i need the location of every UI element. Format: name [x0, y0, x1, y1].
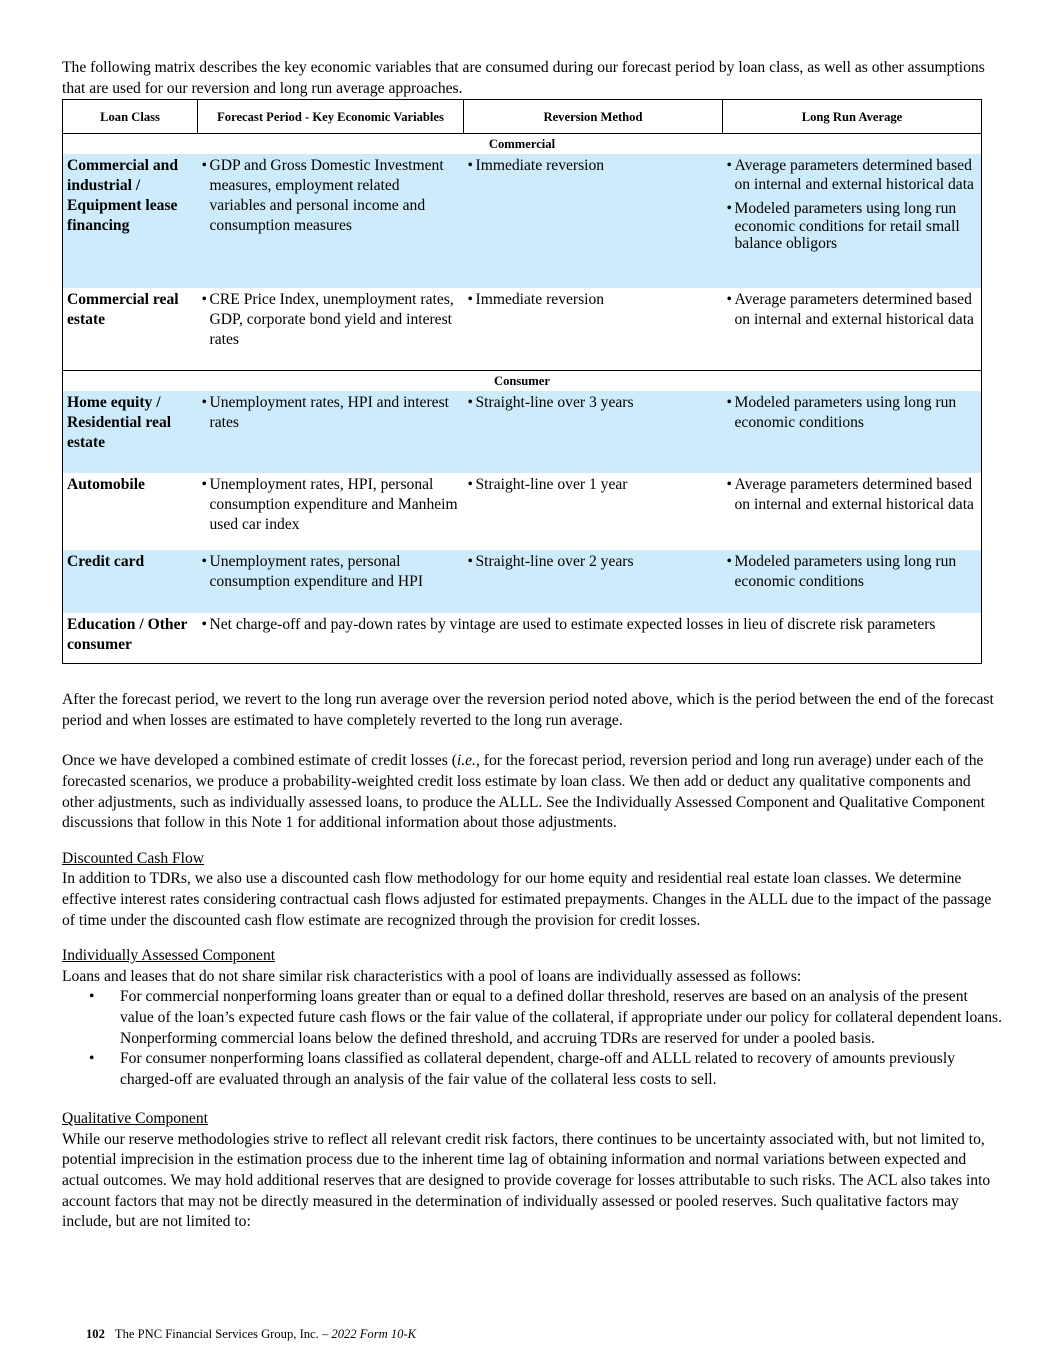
qc-paragraph: While our reserve methodologies strive to reflect all relevant credit risk factors, there continues to be uncertainty associated with, but not limited to, potential imprecision in the estimation process due to the inherent time lag of obtaining information and normal variations between expected and actual outcomes. We may hold additional reserves that are designed to provide coverage for losses attributable to such risks. The ACL also takes into account factors that may not be directly measured in the determination of individually assessed or pooled reserves. Such qualitative factors may include, but are not limited to: — [62, 1130, 991, 1231]
combined-estimate-paragraph: Once we have developed a combined estimate of credit losses (i.e., for the forecast period, reversion period and long run average) under each of the forecasted scenarios, we produce a probability-weighted credit loss estimate by loan class. We then add or deduct any qualitative components and other adjustments, such as individually assessed loans, to produce the ALLL. See the Individually Assessed Component and Qualitative Component discussions that follow in this Note 1 for additional information about those adjustments. — [62, 752, 985, 832]
page-content — [62, 58, 1002, 1233]
reversion-text: Immediate reversion — [475, 291, 605, 309]
forecast-cell: • Unemployment rates, HPI and interest rates — [198, 391, 464, 473]
forecast-cell: • Unemployment rates, HPI, personal consumption expenditure and Manheim used car index — [201, 475, 458, 533]
forecast-text: Unemployment rates, HPI, personal consumption expenditure and Manheim used car index — [209, 475, 458, 533]
lra-text: Average parameters determined based on internal and external historical data — [734, 157, 974, 194]
col-header-loan-class: Loan Class — [63, 100, 198, 134]
reversion-text: Immediate reversion — [475, 157, 605, 175]
iac-heading: Individually Assessed Component — [62, 947, 276, 965]
table-row — [63, 154, 982, 288]
education-method-cell: • Net charge-off and pay-down rates by vintage are used to estimate expected losses in lieu of discrete risk parameters — [198, 613, 982, 664]
forecast-text: CRE Price Index, unemployment rates, GDP, corporate bond yield and interest rates — [209, 291, 454, 349]
footer-form: 2022 Form 10-K — [331, 1327, 417, 1341]
forecast-text: Unemployment rates, personal consumption expenditure and HPI — [209, 552, 424, 590]
list-item: • For commercial nonperforming loans greater than or equal to a defined dollar threshold, reserves are based on an analysis of the present value of the loan’s expected future cash flows or the fair value of the collateral, if appropriate under our policy for collateral dependent loans. Nonperforming commercial loans below the defined threshold, and accruing TDRs are reserved for under a pooled basis. — [89, 988, 1002, 1047]
section-label: Consumer — [63, 370, 982, 391]
qc-heading: Qualitative Component — [62, 1110, 208, 1128]
intro-paragraph: The following matrix describes the key economic variables that are consumed during our forecast period by loan class, as well as other assumptions that are used for our reversion and long run average approaches. — [62, 59, 985, 97]
iac-bullet-list — [62, 987, 1002, 1090]
economic-variables-matrix — [62, 99, 982, 664]
reversion-cell: • Straight-line over 3 years — [464, 391, 723, 473]
education-method-text: Net charge-off and pay-down rates by vintage are used to estimate expected losses in lieu of discrete risk parameters — [209, 615, 936, 633]
reversion-text: Straight-line over 2 years — [475, 552, 634, 570]
lra-text: Modeled parameters using long run economic conditions — [734, 393, 957, 431]
table-row — [63, 473, 982, 550]
table-row — [63, 550, 982, 613]
lra-text: Average parameters determined based on internal and external historical data — [734, 291, 974, 329]
table-header-row — [63, 100, 982, 134]
dcf-heading: Discounted Cash Flow — [62, 849, 205, 867]
lra-text: Modeled parameters using long run economic conditions — [734, 552, 957, 590]
footer-company: The PNC Financial Services Group, Inc. – — [114, 1327, 332, 1341]
reversion-cell: • Immediate reversion — [464, 288, 723, 370]
forecast-text: GDP and Gross Domestic Investment measures, employment related variables and personal income and consumption measures — [209, 157, 444, 235]
col-header-long-run-average: Long Run Average — [723, 100, 982, 134]
table-row — [63, 391, 982, 473]
page-number: 102 — [86, 1327, 105, 1341]
lra-text: Modeled parameters using long run economic conditions for retail small balance obligors — [734, 200, 960, 253]
page-footer — [86, 1327, 416, 1342]
forecast-cell: • Unemployment rates, personal consumption expenditure and HPI — [198, 550, 464, 613]
section-row-commercial — [63, 134, 982, 155]
long-run-average-cell: • Modeled parameters using long run economic conditions — [723, 550, 982, 613]
dcf-paragraph: In addition to TDRs, we also use a discounted cash flow methodology for our home equity and residential real estate loan classes. We determine effective interest rates considering contractual cash flows adjusted for estimated prepayments. Changes in the ALLL due to the impact of the passage of time under the discounted cash flow estimate are recognized through the provision for credit losses. — [62, 870, 992, 929]
reversion-text: Straight-line over 1 year — [475, 475, 628, 493]
iac-paragraph: Loans and leases that do not share similar risk characteristics with a pool of loans are individually assessed as follows: — [62, 967, 802, 985]
table-row — [63, 288, 982, 370]
reversion-text: Straight-line over 3 years — [475, 393, 634, 411]
long-run-average-cell: • Modeled parameters using long run economic conditions — [723, 391, 982, 473]
long-run-average-cell: • Average parameters determined based on internal and external historical data • Modeled parameters using long run economic conditions for retail small balance obligors — [723, 154, 982, 288]
col-header-forecast: Forecast Period - Key Economic Variables — [198, 100, 464, 134]
long-run-average-cell: • Average parameters determined based on internal and external historical data — [723, 288, 982, 370]
section-row-consumer — [63, 370, 982, 391]
table-row — [63, 613, 982, 664]
forecast-text: Unemployment rates, HPI and interest rates — [209, 393, 449, 431]
col-header-reversion: Reversion Method — [464, 100, 723, 134]
section-label: Commercial — [63, 134, 982, 155]
long-run-average-cell: • Average parameters determined based on internal and external historical data — [723, 473, 982, 550]
loan-class-cell: Commercial real estate — [67, 291, 179, 329]
reversion-cell: • Straight-line over 2 years — [464, 550, 723, 613]
loan-class-cell: Education / Other consumer — [67, 615, 188, 653]
reversion-cell: • Straight-line over 1 year — [464, 473, 723, 550]
forecast-cell: • GDP and Gross Domestic Investment measures, employment related variables and personal income and consumption measures — [198, 154, 464, 288]
reversion-cell: • Immediate reversion — [464, 154, 723, 288]
loan-class-cell: Credit card — [63, 550, 198, 613]
list-item: • For consumer nonperforming loans classified as collateral dependent, charge-off and ALLL related to recovery of amounts previously charged-off are evaluated through an analysis of the fair value of the collateral less costs to sell. — [89, 1050, 956, 1088]
after-forecast-paragraph: After the forecast period, we revert to the long run average over the reversion period noted above, which is the period between the end of the forecast period and when losses are estimated to have completely reverted to the long run average. — [62, 691, 994, 729]
lra-text: Average parameters determined based on internal and external historical data — [734, 475, 974, 513]
forecast-cell: • CRE Price Index, unemployment rates, GDP, corporate bond yield and interest rates — [198, 288, 464, 370]
loan-class-cell: Automobile — [67, 475, 145, 493]
loan-class-cell: Home equity / Residential real estate — [63, 391, 198, 473]
loan-class-cell: Commercial and industrial / Equipment lease financing — [63, 154, 198, 288]
